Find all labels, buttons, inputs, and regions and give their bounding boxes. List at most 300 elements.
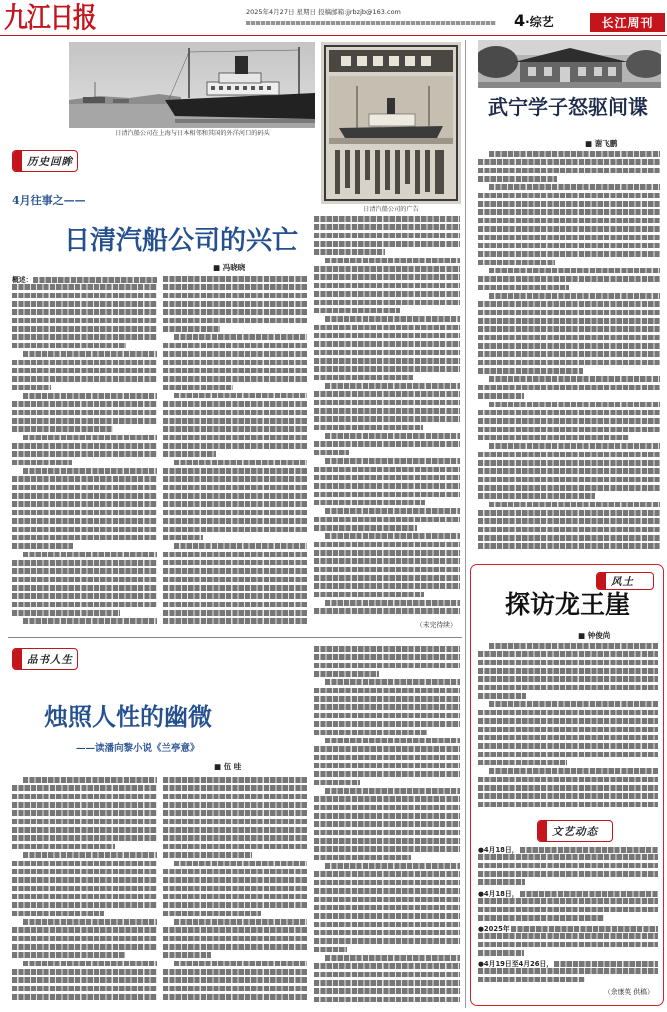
label-ornament-icon bbox=[13, 151, 22, 171]
text-line bbox=[12, 543, 73, 549]
text-line bbox=[12, 927, 157, 933]
text-line bbox=[163, 944, 307, 950]
text-line bbox=[12, 969, 157, 975]
text-line bbox=[478, 351, 660, 357]
text-line bbox=[314, 805, 460, 811]
news-item bbox=[478, 846, 658, 854]
text-line bbox=[314, 575, 460, 581]
headline: 武宁学子怒驱间谍 bbox=[488, 95, 648, 119]
text-line bbox=[478, 802, 658, 808]
text-line bbox=[174, 334, 307, 340]
text-line bbox=[489, 502, 660, 508]
text-line bbox=[163, 994, 307, 1000]
text-line bbox=[163, 351, 307, 357]
text-line bbox=[314, 416, 460, 422]
text-line bbox=[163, 852, 252, 858]
text-line bbox=[12, 894, 157, 900]
text-line bbox=[314, 567, 460, 573]
text-line bbox=[478, 326, 660, 332]
text-line bbox=[478, 727, 658, 733]
text-line bbox=[314, 654, 460, 660]
text-line bbox=[314, 821, 460, 827]
news-item-body bbox=[478, 854, 658, 887]
text-line bbox=[174, 543, 307, 549]
newspaper-logo: 九江日报 bbox=[4, 1, 96, 34]
text-line bbox=[520, 847, 658, 853]
text-line bbox=[12, 602, 157, 608]
text-line bbox=[12, 886, 157, 892]
text-line bbox=[163, 802, 307, 808]
text-line bbox=[12, 301, 157, 307]
text-line bbox=[314, 905, 460, 911]
body-column bbox=[12, 777, 157, 1006]
text-line bbox=[174, 861, 307, 867]
text-line bbox=[23, 618, 157, 624]
text-line bbox=[314, 947, 347, 953]
text-line bbox=[163, 443, 307, 449]
text-line bbox=[478, 871, 658, 877]
text-line bbox=[325, 533, 460, 539]
text-line bbox=[163, 844, 307, 850]
text-line bbox=[325, 863, 460, 869]
text-line bbox=[163, 911, 261, 917]
text-line bbox=[163, 568, 307, 574]
text-line bbox=[163, 869, 307, 875]
text-line bbox=[163, 284, 307, 290]
text-line bbox=[478, 510, 660, 516]
text-line bbox=[478, 343, 660, 349]
text-line bbox=[12, 368, 157, 374]
text-line bbox=[12, 401, 157, 407]
text-line bbox=[478, 209, 660, 215]
text-line bbox=[12, 518, 157, 524]
text-line bbox=[12, 527, 157, 533]
byline: ■ 伍 哇 bbox=[214, 762, 242, 771]
text-line bbox=[314, 704, 460, 710]
text-line bbox=[174, 460, 307, 466]
text-line bbox=[478, 793, 658, 799]
text-line bbox=[174, 919, 307, 925]
text-line bbox=[12, 861, 157, 867]
body-column bbox=[12, 284, 157, 632]
text-line bbox=[12, 810, 157, 816]
text-line bbox=[163, 577, 307, 583]
text-line bbox=[478, 452, 660, 458]
text-line bbox=[314, 341, 460, 347]
text-line bbox=[163, 610, 307, 616]
ship-funnel bbox=[235, 56, 248, 74]
column-label-history bbox=[12, 150, 78, 172]
text-line bbox=[314, 988, 460, 994]
text-line bbox=[12, 585, 157, 591]
text-line bbox=[314, 888, 460, 894]
text-line bbox=[478, 493, 595, 499]
text-line bbox=[163, 535, 203, 541]
text-line bbox=[163, 877, 307, 883]
text-line bbox=[478, 201, 660, 207]
byline: ■ 谢飞鹏 bbox=[585, 139, 618, 148]
text-line bbox=[12, 309, 157, 315]
photo-caption: 日清汽船公司的广告 bbox=[363, 206, 419, 213]
headline: 烛照人性的幽微 bbox=[44, 702, 212, 731]
text-line bbox=[478, 735, 658, 741]
text-line bbox=[478, 435, 629, 441]
text-line bbox=[478, 543, 660, 549]
text-line bbox=[163, 451, 216, 457]
text-line bbox=[12, 418, 157, 424]
text-line bbox=[478, 863, 658, 869]
text-line bbox=[314, 997, 460, 1003]
text-line bbox=[163, 602, 307, 608]
text-line bbox=[478, 527, 660, 533]
text-line bbox=[478, 393, 524, 399]
text-line bbox=[314, 425, 423, 431]
text-line bbox=[314, 300, 460, 306]
text-line bbox=[489, 402, 660, 408]
text-line bbox=[478, 335, 660, 341]
text-line bbox=[12, 902, 157, 908]
text-line bbox=[314, 366, 460, 372]
text-line bbox=[174, 961, 307, 967]
photo-ground bbox=[478, 82, 661, 88]
text-line bbox=[12, 343, 126, 349]
text-line bbox=[163, 343, 307, 349]
news-item-body bbox=[478, 968, 658, 985]
text-line bbox=[478, 193, 660, 199]
text-line bbox=[23, 351, 157, 357]
text-line bbox=[163, 309, 307, 315]
text-line bbox=[478, 460, 660, 466]
text-line bbox=[489, 768, 658, 774]
text-line bbox=[163, 927, 307, 933]
text-line bbox=[12, 318, 157, 324]
text-line bbox=[478, 360, 660, 366]
text-line bbox=[33, 277, 157, 283]
text-line bbox=[314, 671, 379, 677]
news-item bbox=[478, 890, 658, 898]
text-line bbox=[174, 393, 307, 399]
text-line bbox=[163, 827, 307, 833]
text-line bbox=[314, 450, 349, 456]
text-line bbox=[163, 585, 307, 591]
text-line bbox=[478, 418, 660, 424]
news-item-lead: ●4月18日， bbox=[478, 889, 519, 898]
staff-credits-line bbox=[246, 21, 496, 25]
text-line bbox=[12, 577, 157, 583]
page-label bbox=[514, 13, 554, 29]
text-line bbox=[478, 535, 660, 541]
text-line bbox=[163, 810, 307, 816]
text-line bbox=[325, 600, 460, 606]
text-line bbox=[314, 972, 460, 978]
text-line bbox=[12, 501, 157, 507]
label-ornament-icon bbox=[13, 649, 22, 669]
text-line bbox=[12, 493, 157, 499]
text-line bbox=[478, 693, 526, 699]
text-line bbox=[478, 251, 660, 257]
text-line bbox=[12, 376, 157, 382]
text-line bbox=[163, 936, 307, 942]
text-line bbox=[163, 376, 307, 382]
text-line bbox=[12, 451, 157, 457]
text-line bbox=[163, 902, 307, 908]
text-line bbox=[478, 942, 658, 948]
text-line bbox=[314, 880, 460, 886]
text-line bbox=[23, 552, 157, 558]
text-line bbox=[163, 894, 307, 900]
text-line bbox=[314, 492, 460, 498]
text-line bbox=[478, 218, 660, 224]
text-line bbox=[314, 963, 460, 969]
text-line bbox=[12, 869, 157, 875]
text-line bbox=[12, 877, 157, 883]
text-line bbox=[163, 785, 307, 791]
text-line bbox=[489, 293, 660, 299]
text-line bbox=[12, 802, 157, 808]
text-line bbox=[314, 391, 460, 397]
text-line bbox=[325, 738, 460, 744]
text-line bbox=[325, 458, 460, 464]
text-line bbox=[314, 980, 460, 986]
text-line bbox=[23, 852, 157, 858]
text-line bbox=[478, 676, 658, 682]
text-line bbox=[12, 785, 157, 791]
text-line bbox=[314, 408, 460, 414]
text-line bbox=[314, 897, 460, 903]
text-line bbox=[12, 568, 157, 574]
text-line bbox=[163, 476, 307, 482]
text-line bbox=[12, 994, 157, 1000]
text-line bbox=[314, 266, 460, 272]
text-line bbox=[478, 760, 567, 766]
text-line bbox=[478, 285, 569, 291]
advertisement-photo bbox=[321, 42, 461, 204]
headline: 探访龙王崖 bbox=[505, 590, 631, 619]
text-line bbox=[163, 493, 307, 499]
text-line bbox=[12, 385, 51, 391]
news-item-lead: ●4月18日， bbox=[478, 845, 519, 854]
text-line bbox=[12, 334, 157, 340]
text-line bbox=[478, 915, 604, 921]
news-item-body bbox=[478, 933, 658, 958]
text-line bbox=[314, 938, 460, 944]
text-line bbox=[163, 552, 307, 558]
text-line bbox=[325, 316, 460, 322]
text-line bbox=[325, 258, 460, 264]
text-line bbox=[478, 660, 658, 666]
text-line bbox=[314, 291, 460, 297]
text-line bbox=[314, 922, 460, 928]
text-line bbox=[314, 542, 460, 548]
text-line bbox=[489, 643, 658, 649]
text-line bbox=[12, 835, 157, 841]
text-line bbox=[314, 216, 460, 222]
text-line bbox=[163, 518, 307, 524]
text-line bbox=[489, 376, 660, 382]
text-line bbox=[12, 952, 125, 958]
text-line bbox=[478, 743, 658, 749]
text-line bbox=[12, 360, 157, 366]
text-line bbox=[489, 151, 660, 157]
text-line bbox=[163, 560, 307, 566]
column-label-text: 文艺动态 bbox=[552, 825, 598, 838]
text-line bbox=[478, 368, 583, 374]
text-line bbox=[12, 819, 157, 825]
text-line bbox=[478, 318, 660, 324]
text-line bbox=[478, 718, 658, 724]
text-line bbox=[163, 886, 307, 892]
news-item-body bbox=[478, 898, 658, 923]
text-line bbox=[478, 410, 660, 416]
text-line bbox=[478, 933, 658, 939]
text-line bbox=[478, 243, 660, 249]
text-line bbox=[12, 284, 157, 290]
text-line bbox=[478, 685, 658, 691]
text-line bbox=[23, 435, 157, 441]
text-line bbox=[314, 663, 460, 669]
body-column bbox=[314, 216, 460, 618]
text-line bbox=[163, 819, 307, 825]
text-line bbox=[325, 508, 460, 514]
text-line bbox=[314, 224, 460, 230]
page-number: 4 bbox=[514, 11, 526, 30]
text-line bbox=[478, 168, 660, 174]
text-line bbox=[478, 485, 660, 491]
text-line bbox=[478, 710, 658, 716]
building-photo bbox=[478, 40, 661, 88]
text-line bbox=[325, 788, 460, 794]
text-line bbox=[12, 560, 157, 566]
masthead-rule bbox=[0, 35, 667, 36]
text-line bbox=[478, 854, 658, 860]
text-line bbox=[12, 535, 157, 541]
text-line bbox=[12, 844, 115, 850]
text-line bbox=[163, 426, 307, 432]
body-column bbox=[314, 646, 460, 1006]
text-line bbox=[314, 721, 460, 727]
byline: ■ 冯晓晓 bbox=[213, 263, 246, 272]
text-line bbox=[314, 375, 413, 381]
article-lead-line bbox=[12, 276, 157, 284]
text-line bbox=[12, 460, 72, 466]
text-line bbox=[314, 780, 360, 786]
text-line bbox=[163, 485, 307, 491]
text-line bbox=[478, 385, 660, 391]
text-line bbox=[314, 696, 460, 702]
label-ornament-icon bbox=[597, 573, 606, 589]
text-line bbox=[314, 755, 460, 761]
headline-kicker: 4月往事之—— bbox=[12, 194, 86, 207]
text-line bbox=[478, 968, 658, 974]
text-line bbox=[325, 679, 460, 685]
to-be-continued-note: （未完待续） bbox=[416, 621, 457, 629]
text-line bbox=[12, 426, 113, 432]
text-line bbox=[314, 467, 460, 473]
byline: ■ 钟俊尚 bbox=[578, 631, 611, 640]
text-line bbox=[314, 525, 417, 531]
text-line bbox=[314, 771, 460, 777]
text-line bbox=[478, 950, 524, 956]
text-line bbox=[12, 986, 157, 992]
text-line bbox=[314, 846, 460, 852]
text-line bbox=[478, 752, 658, 758]
text-line bbox=[314, 855, 411, 861]
text-line bbox=[163, 977, 307, 983]
text-line bbox=[163, 593, 307, 599]
text-line bbox=[12, 610, 120, 616]
text-line bbox=[478, 310, 660, 316]
column-label-text: 品书人生 bbox=[27, 653, 73, 666]
text-line bbox=[314, 646, 460, 652]
text-line bbox=[489, 268, 660, 274]
text-line bbox=[12, 510, 157, 516]
text-line bbox=[314, 583, 460, 589]
text-line bbox=[314, 350, 460, 356]
text-line bbox=[163, 435, 307, 441]
text-line bbox=[478, 977, 585, 983]
text-line bbox=[314, 813, 460, 819]
text-line bbox=[163, 418, 307, 424]
text-line bbox=[478, 260, 555, 266]
text-line bbox=[12, 593, 157, 599]
text-line bbox=[23, 393, 157, 399]
text-line bbox=[478, 276, 660, 282]
text-line bbox=[314, 441, 460, 447]
text-line bbox=[163, 301, 307, 307]
text-line bbox=[163, 401, 307, 407]
text-line bbox=[314, 913, 460, 919]
text-line bbox=[478, 159, 660, 165]
lead-label: 概述： bbox=[12, 275, 33, 284]
text-line bbox=[314, 241, 460, 247]
text-line bbox=[314, 796, 460, 802]
text-line bbox=[325, 433, 460, 439]
text-line bbox=[12, 936, 157, 942]
text-line bbox=[478, 427, 660, 433]
text-line bbox=[163, 368, 307, 374]
text-line bbox=[314, 763, 460, 769]
text-line bbox=[12, 476, 157, 482]
text-line bbox=[478, 235, 660, 241]
text-line bbox=[23, 468, 157, 474]
text-line bbox=[478, 226, 660, 232]
text-line bbox=[163, 510, 307, 516]
text-line bbox=[511, 926, 658, 932]
text-line bbox=[478, 468, 660, 474]
text-line bbox=[163, 293, 307, 299]
body-column bbox=[478, 151, 660, 558]
page-section-name: ·综艺 bbox=[525, 15, 554, 29]
text-line bbox=[314, 325, 460, 331]
text-line bbox=[163, 527, 307, 533]
text-line bbox=[163, 318, 307, 324]
text-line bbox=[163, 986, 307, 992]
text-line bbox=[314, 592, 424, 598]
text-line bbox=[489, 443, 660, 449]
text-line bbox=[478, 777, 658, 783]
text-line bbox=[314, 608, 460, 614]
small-boat bbox=[113, 99, 129, 103]
text-line bbox=[163, 969, 307, 975]
text-line bbox=[314, 688, 460, 694]
text-line bbox=[489, 701, 658, 707]
label-ornament-icon bbox=[538, 821, 547, 841]
text-line bbox=[12, 485, 157, 491]
small-boat bbox=[83, 97, 105, 103]
column-divider bbox=[465, 40, 466, 1008]
dateline: 2025年4月27日 星期日 投稿邮箱:jjrbzjb@163.com bbox=[246, 8, 401, 16]
news-credit: （余康英 供稿） bbox=[604, 988, 654, 996]
